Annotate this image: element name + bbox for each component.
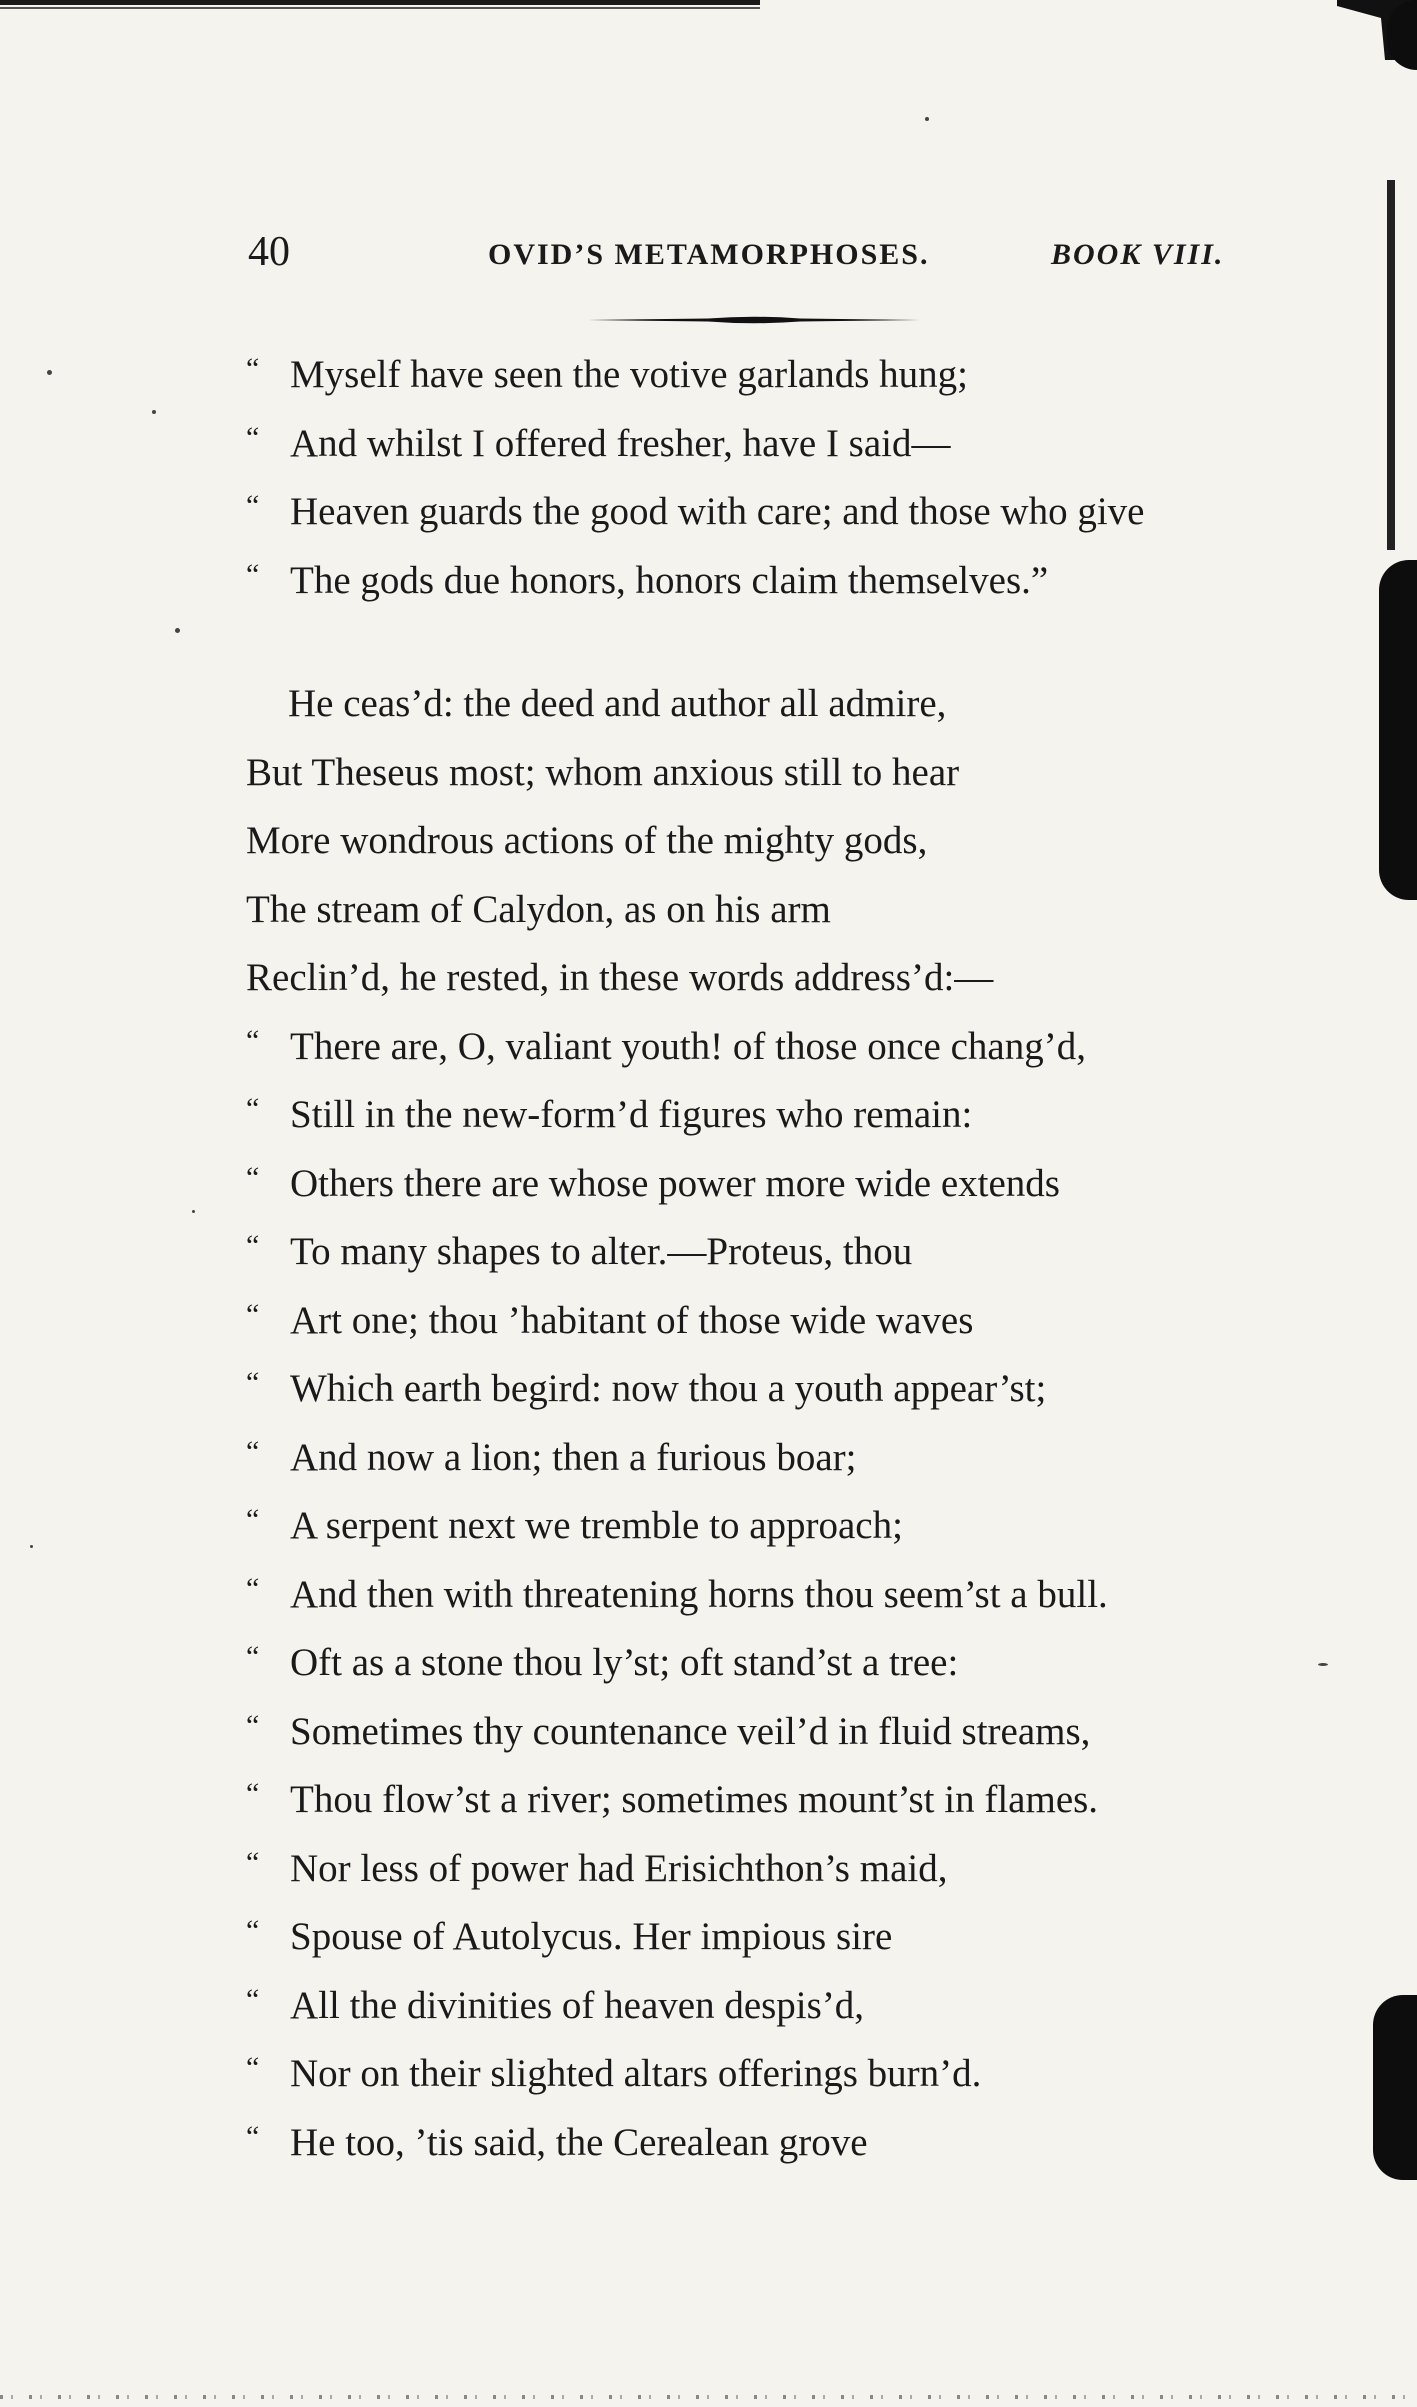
verse-line	[246, 1972, 1286, 2041]
verse-line	[246, 341, 1286, 410]
quote-mark: “	[246, 1914, 260, 1947]
verse-line	[246, 1561, 1286, 1630]
page-edge-shadow-lower	[1373, 1995, 1417, 2180]
running-title: OVID’S METAMORPHOSES.	[488, 238, 930, 271]
verse-line	[246, 478, 1286, 547]
stanza-1	[246, 341, 1286, 615]
verse-line	[246, 1903, 1286, 1972]
verse-text: A serpent next we tremble to approach;	[290, 1504, 903, 1547]
verse-line	[246, 944, 1286, 1013]
verse-text: The gods due honors, honors claim themselves.”	[290, 558, 1049, 602]
quote-mark: “	[246, 1023, 260, 1057]
verse-text: Nor less of power had Erisichthon’s maid,	[290, 1846, 948, 1890]
page-edge-bar-upper	[1387, 180, 1395, 550]
verse-line	[246, 670, 1286, 739]
verse-line	[246, 1766, 1286, 1835]
verse-text: All the divinities of heaven despis’d,	[290, 1983, 865, 2027]
verse-text: Reclin’d, he rested, in these words address’d:—	[246, 956, 994, 999]
paper-speck	[30, 1545, 33, 1548]
top-border-rule-thin	[0, 7, 760, 9]
paper-speck	[925, 117, 929, 121]
verse-text: But Theseus most; whom anxious still to hear	[246, 750, 960, 794]
verse-text: To many shapes to alter.—Proteus, thou	[290, 1230, 913, 1273]
verse-line	[246, 1355, 1286, 1424]
quote-mark: “	[246, 352, 260, 385]
paper-speck	[47, 370, 52, 375]
quote-mark: “	[246, 1503, 260, 1536]
verse-text: Heaven guards the good with care; and those who give	[290, 490, 1145, 533]
quote-mark: “	[246, 1297, 260, 1331]
verse-text: And then with threatening horns thou seem’st a bull.	[290, 1572, 1108, 1616]
verse-text: Thou flow’st a river; sometimes mount’st in flames.	[290, 1778, 1099, 1821]
quote-mark: “	[246, 1229, 260, 1262]
paper-speck	[175, 628, 180, 633]
verse-line	[246, 1629, 1286, 1698]
quote-mark: “	[246, 489, 260, 522]
stanza-2	[246, 670, 1286, 2177]
poem-text	[246, 341, 1286, 2177]
verse-line	[246, 1081, 1286, 1150]
quote-mark: “	[246, 1845, 260, 1879]
verse-text: Still in the new-form’d figures who remain:	[290, 1093, 973, 1136]
verse-line	[246, 1287, 1286, 1356]
verse-text: He ceas’d: the deed and author all admire,	[288, 682, 947, 725]
verse-text: Sometimes thy countenance veil’d in fluid streams,	[290, 1709, 1091, 1753]
quote-mark: “	[246, 1160, 260, 1194]
verse-text: He too, ’tis said, the Cerealean grove	[290, 2120, 868, 2164]
quote-mark: “	[246, 557, 260, 591]
verse-text: Nor on their slighted altars offerings burn’d.	[290, 2052, 982, 2095]
verse-text: Spouse of Autolycus. Her impious sire	[290, 1915, 893, 1958]
quote-mark: “	[246, 1777, 260, 1810]
verse-text: Myself have seen the votive garlands hung;	[290, 353, 968, 396]
page-edge-shadow-upper	[1379, 560, 1417, 900]
quote-mark: “	[246, 1092, 260, 1125]
verse-line	[246, 1835, 1286, 1904]
verse-text: Others there are whose power more wide extends	[290, 1161, 1060, 1205]
quote-mark: “	[246, 2051, 260, 2084]
quote-mark: “	[246, 1571, 260, 1605]
verse-text: The stream of Calydon, as on his arm	[246, 887, 831, 931]
verse-line	[246, 1698, 1286, 1767]
verse-line	[246, 1013, 1286, 1082]
quote-mark: “	[246, 1434, 260, 1468]
paper-speck	[152, 410, 156, 414]
verse-line	[246, 739, 1286, 808]
verse-line	[246, 2109, 1286, 2178]
verse-text: Art one; thou ’habitant of those wide waves	[290, 1298, 974, 1342]
verse-line	[246, 1424, 1286, 1493]
quote-mark: “	[246, 1640, 260, 1673]
verse-line	[246, 547, 1286, 616]
paper-speck	[1318, 1663, 1328, 1666]
top-border-rule	[0, 0, 760, 5]
verse-line	[246, 807, 1286, 876]
verse-line	[246, 1218, 1286, 1287]
quote-mark: “	[246, 1366, 260, 1399]
ornament-rule	[588, 315, 920, 325]
verse-line	[246, 2040, 1286, 2109]
verse-line	[246, 1150, 1286, 1219]
verse-text: Which earth begird: now thou a youth appear’st;	[290, 1367, 1047, 1410]
verse-line	[246, 876, 1286, 945]
verse-text: And whilst I offered fresher, have I said—	[290, 421, 951, 465]
verse-text: Oft as a stone thou ly’st; oft stand’st a tree:	[290, 1641, 959, 1684]
verse-text: And now a lion; then a furious boar;	[290, 1435, 857, 1479]
book-label: BOOK VIII.	[1051, 238, 1225, 271]
quote-mark: “	[246, 1708, 260, 1742]
paper-speck	[192, 1210, 195, 1213]
verse-line	[246, 410, 1286, 479]
verse-line	[246, 1492, 1286, 1561]
verse-text: There are, O, valiant youth! of those once chang’d,	[290, 1024, 1086, 1068]
page-number: 40	[248, 229, 290, 275]
quote-mark: “	[246, 420, 260, 454]
quote-mark: “	[246, 2119, 260, 2153]
bottom-edge-noise	[0, 2395, 1417, 2399]
stanza-gap	[246, 615, 1286, 670]
verse-text: More wondrous actions of the mighty gods,	[246, 819, 928, 862]
quote-mark: “	[246, 1982, 260, 2016]
page-header	[248, 222, 1278, 282]
